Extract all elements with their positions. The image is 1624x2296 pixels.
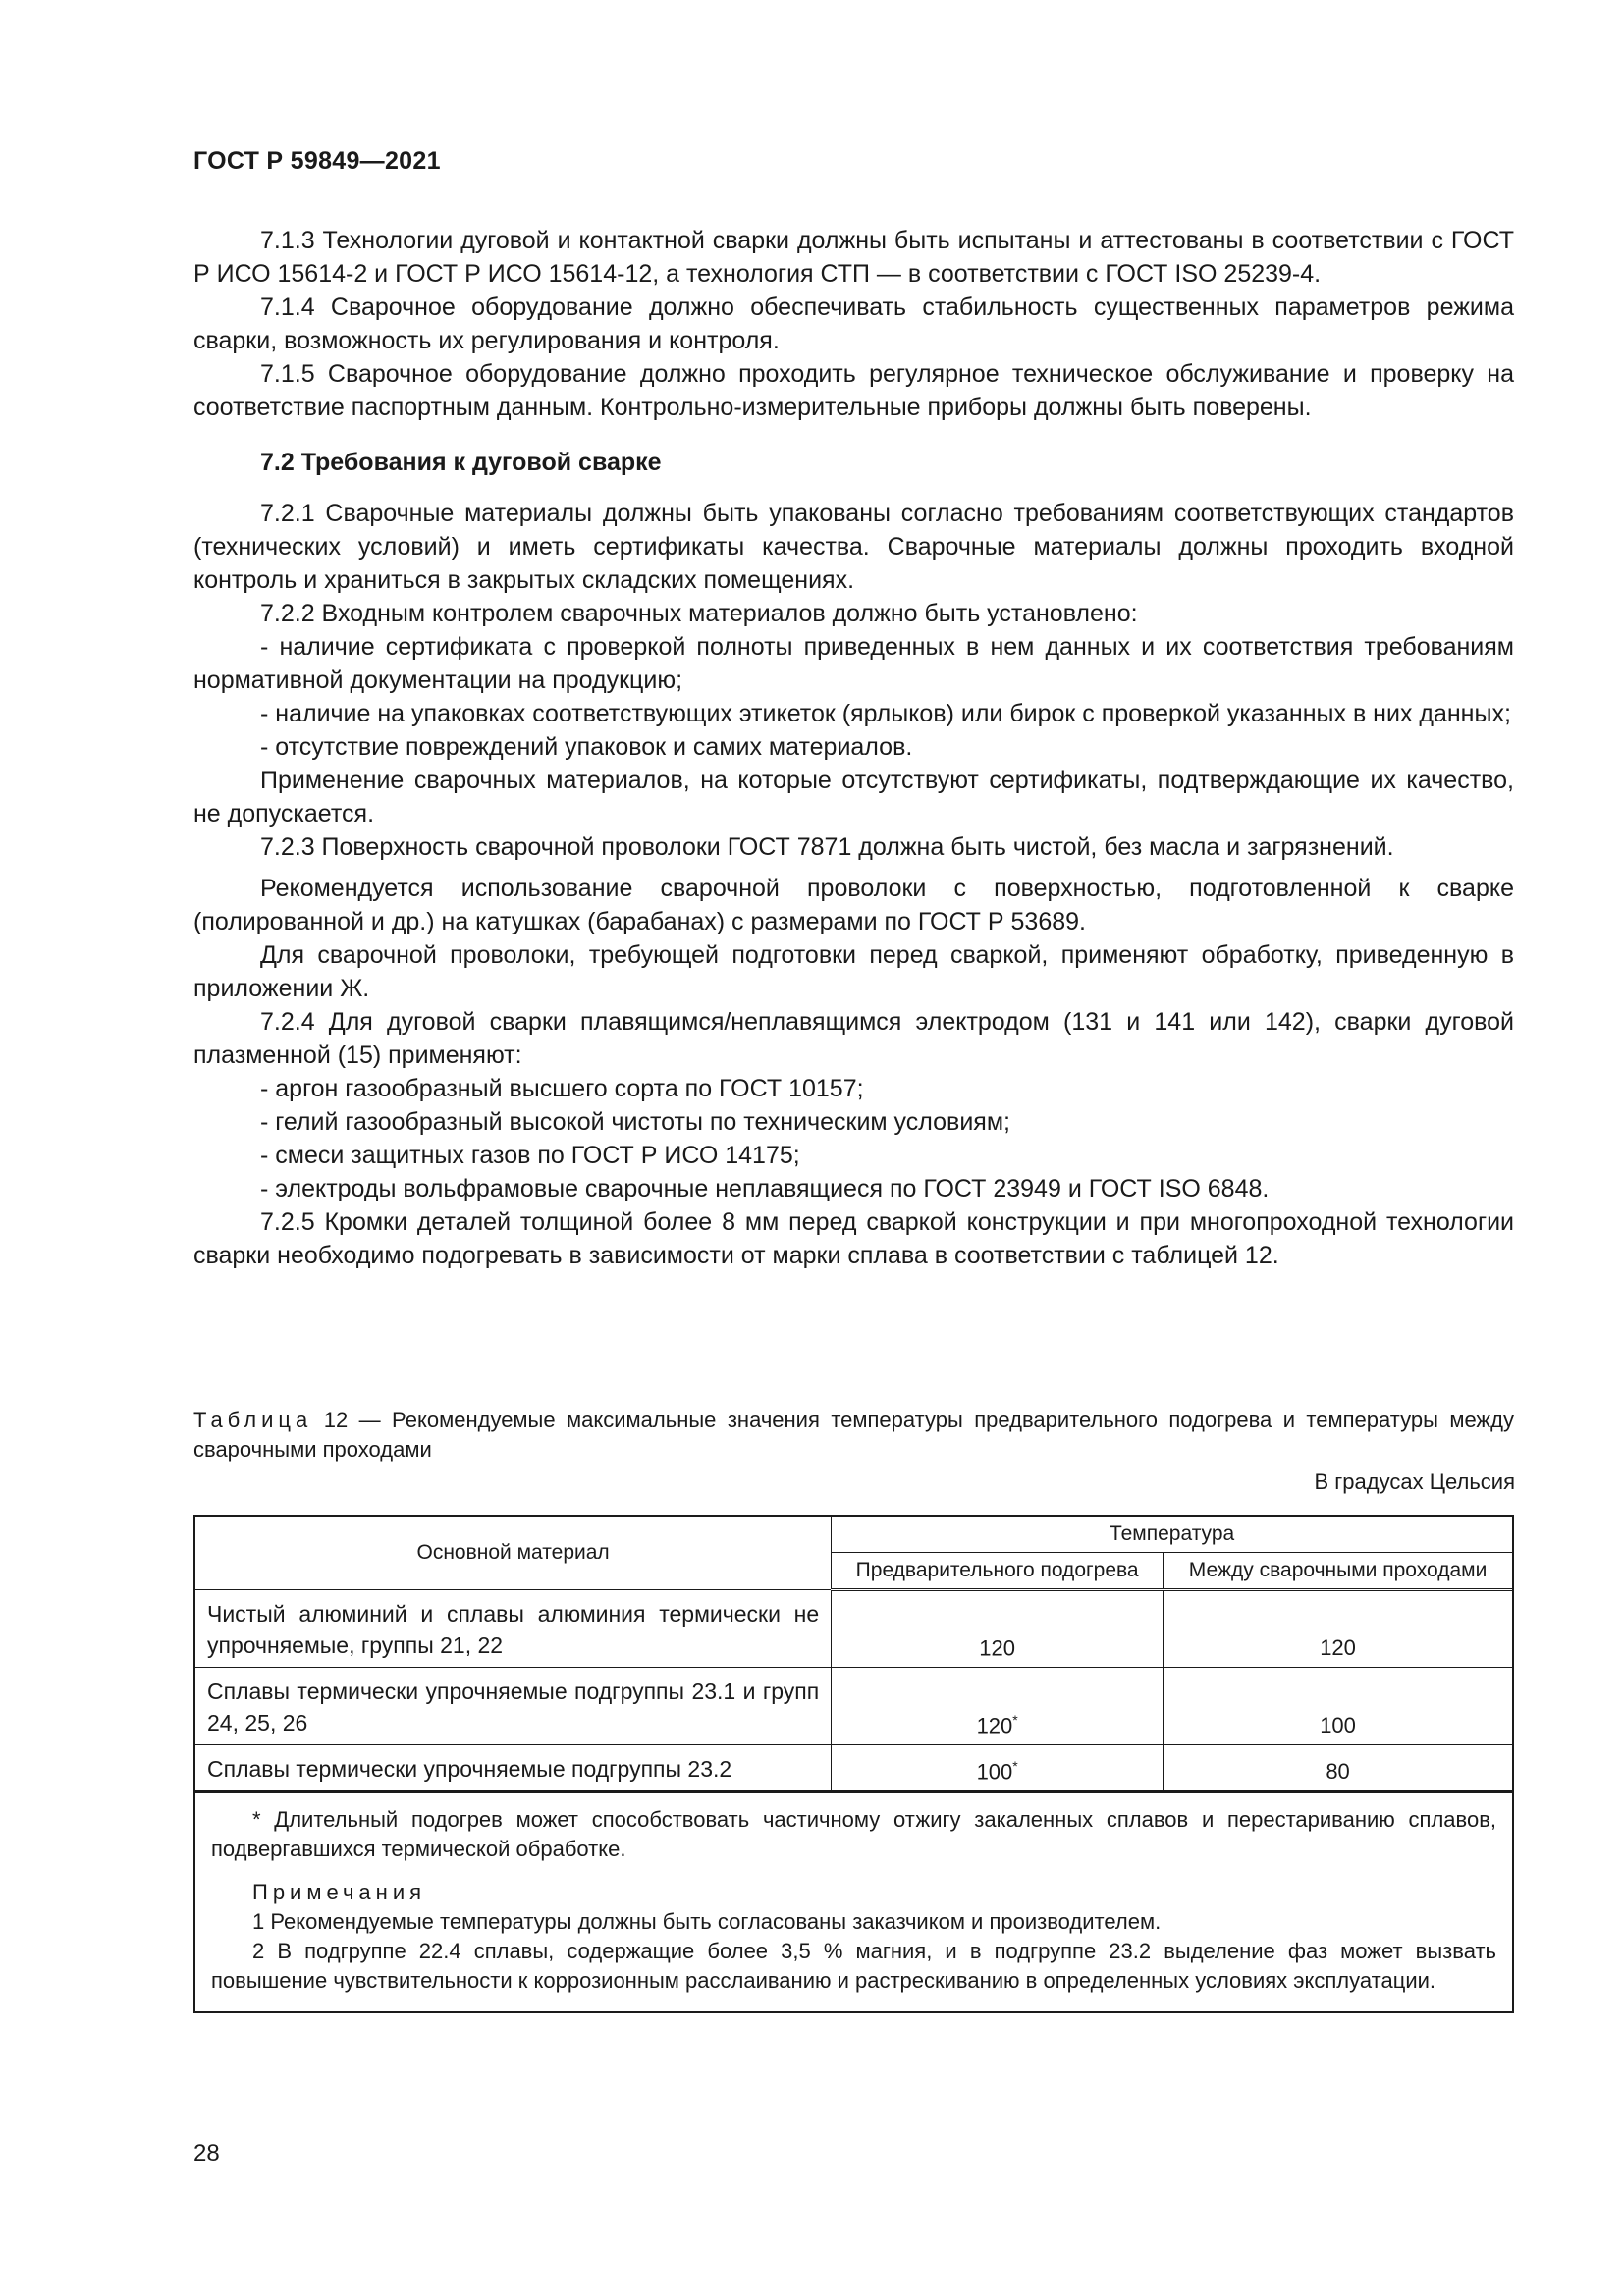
list-item: - отсутствие повреждений упаковок и самих материалов. [260,733,913,761]
temperature-table [195,1517,1512,1791]
page-number: 28 [193,2140,220,2166]
cell-material: Сплавы термически упрочняемые подгруппы 23.1 и групп 24, 25, 26 [195,1668,832,1745]
footnote-mark: * [1012,1711,1018,1728]
paragraph-7-2-3-b: Для сварочной проволоки, требующей подготовки перед сваркой, применяют обработку, приведенную в приложении Ж. [193,941,1514,1002]
table-row [195,1590,1512,1668]
notes-title: Примечания [252,1880,427,1904]
header-preheat: Предварительного подогрева [832,1553,1164,1590]
paragraph-7-2-4: 7.2.4 Для дуговой сварки плавящимся/неплавящимся электродом (131 и 141 или 142), сварки дуговой плазменной (15) применяют: [193,1008,1514,1069]
table-caption-label: Таблица [193,1408,313,1432]
paragraph-7-2-2-note: Применение сварочных материалов, на которые отсутствуют сертификаты, подтверждающие их качество, не допускается. [193,767,1514,828]
cell-preheat: 120 [832,1590,1164,1668]
paragraph-7-2-5: 7.2.5 Кромки деталей толщиной более 8 мм перед сваркой конструкции и при многопроходной технологии сварки необходимо подогревать в зависимости от марки сплава в соответствии с таблицей 12. [193,1208,1514,1269]
list-item: - электроды вольфрамовые сварочные неплавящиеся по ГОСТ 23949 и ГОСТ ISO 6848. [260,1175,1270,1202]
cell-material: Чистый алюминий и сплавы алюминия термически не упрочняемые, группы 21, 22 [195,1590,832,1668]
paragraph-7-2-1: 7.2.1 Сварочные материалы должны быть упакованы согласно требованиям соответствующих стандартов (технических условий) и иметь сертификаты качества. Сварочные материалы должны проходить входной контроль и храниться в закрытых складских помещениях. [193,500,1514,594]
cell-interpass: 120 [1164,1590,1512,1668]
cell-preheat: 120* [832,1668,1164,1745]
header-interpass: Между сварочными проходами [1164,1553,1512,1590]
header-temperature: Температура [832,1517,1512,1553]
list-item: - наличие сертификата с проверкой полноты приведенных в нем данных и их соответствия требованиям нормативной документации на продукцию; [193,633,1514,694]
table-12 [193,1515,1514,2013]
table-footnote: * Длительный подогрев может способствовать частичному отжигу закаленных сплавов и перестариванию сплавов, подвергавшихся термической обработке. [211,1807,1496,1861]
cell-interpass: 100 [1164,1668,1512,1745]
list-item: - наличие на упаковках соответствующих этикеток (ярлыков) или бирок с проверкой указанных в них данных; [260,700,1511,727]
footnote-mark: * [1012,1757,1018,1774]
body-text [193,224,1514,1272]
paragraph-7-1-4: 7.1.4 Сварочное оборудование должно обеспечивать стабильность существенных параметров режима сварки, возможность их регулирования и контроля. [193,294,1514,354]
list-item: - аргон газообразный высшего сорта по ГОСТ 10157; [260,1075,864,1102]
cell-preheat: 100* [832,1745,1164,1791]
paragraph-7-2-3: 7.2.3 Поверхность сварочной проволоки ГОСТ 7871 должна быть чистой, без масла и загрязнений. [260,833,1394,861]
note-1: 1 Рекомендуемые температуры должны быть согласованы заказчиком и производителем. [252,1909,1162,1934]
document-header: ГОСТ Р 59849—2021 [193,147,441,175]
table-units: В градусах Цельсия [1314,1469,1515,1494]
cell-interpass: 80 [1164,1745,1512,1791]
table-row [195,1745,1512,1791]
table-caption-text: 12 — Рекомендуемые максимальные значения температуры предварительного подогрева и температуры между сварочными проходами [193,1408,1514,1462]
section-heading-7-2: 7.2 Требования к дуговой сварке [260,449,662,476]
cell-material: Сплавы термически упрочняемые подгруппы 23.2 [195,1745,832,1791]
paragraph-7-2-3-a: Рекомендуется использование сварочной проволоки с поверхностью, подготовленной к сварке (полированной и др.) на катушках (барабанах) с размерами по ГОСТ Р 53689. [193,875,1514,935]
table-notes [195,1791,1512,2011]
table-row [195,1668,1512,1745]
paragraph-7-1-5: 7.1.5 Сварочное оборудование должно проходить регулярное техническое обслуживание и проверку на соответствие паспортным данным. Контрольно-измерительные приборы должны быть поверены. [193,360,1514,421]
table-caption [193,1406,1514,1465]
header-material: Основной материал [195,1517,832,1590]
note-2: 2 В подгруппе 22.4 сплавы, содержащие более 3,5 % магния, и в подгруппе 23.2 выделение фаз может вызвать повышение чувствительности к коррозионным расслаиванию и растрескиванию в определенных условиях эксплуатации. [211,1939,1496,1993]
paragraph-7-1-3: 7.1.3 Технологии дуговой и контактной сварки должны быть испытаны и аттестованы в соответствии с ГОСТ Р ИСО 15614-2 и ГОСТ Р ИСО 15614-12, а технология СТП — в соответствии с ГОСТ ISO 25239-4. [193,227,1514,288]
list-item: - гелий газообразный высокой чистоты по техническим условиям; [260,1108,1010,1136]
list-item: - смеси защитных газов по ГОСТ Р ИСО 14175; [260,1142,800,1169]
paragraph-7-2-2: 7.2.2 Входным контролем сварочных материалов должно быть установлено: [260,600,1138,627]
